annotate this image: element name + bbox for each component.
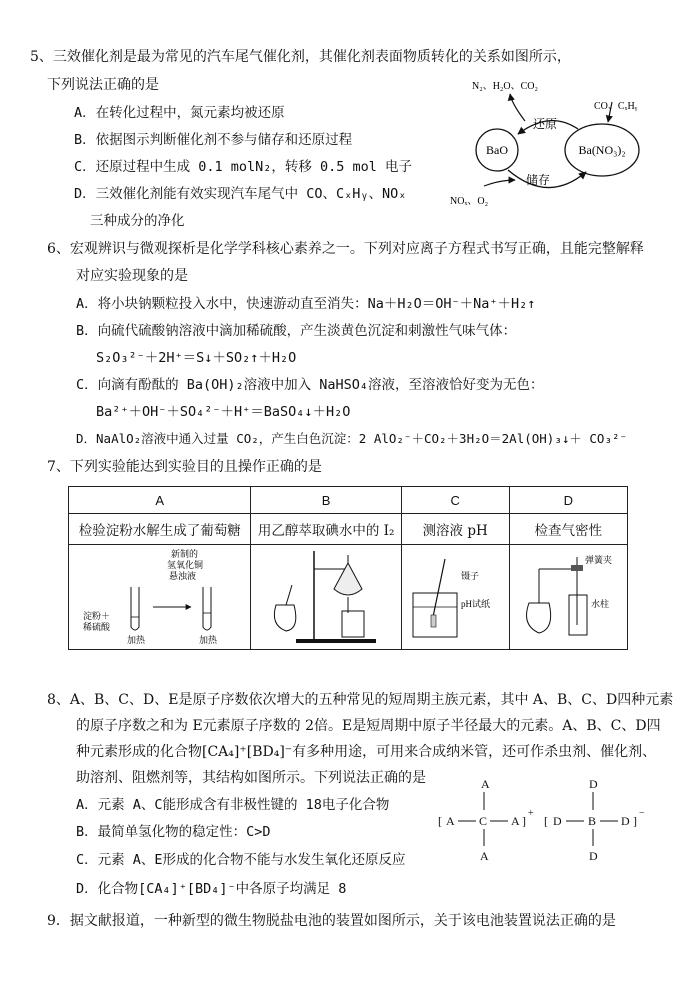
anion-center: B bbox=[588, 814, 597, 828]
hand-flask bbox=[274, 605, 295, 631]
clamp-label: 弹簧夹 bbox=[585, 555, 613, 565]
ph-paper-label: pH试纸 bbox=[461, 599, 491, 609]
test-tube-left bbox=[131, 587, 139, 630]
ph-test-figure bbox=[405, 545, 505, 645]
spring-clamp bbox=[571, 565, 583, 571]
q6-option-c: C．向滴有酚酞的 Ba(OH)₂溶液中加入 NaHSO₄溶液，至溶液恰好变为无色： bbox=[76, 377, 544, 393]
flask-d bbox=[527, 603, 551, 633]
name-b: 用乙醇萃取碘水中的 I₂ bbox=[251, 514, 401, 545]
ph-paper bbox=[431, 615, 436, 627]
q6-option-d: D．NaAlO₂溶液中通入过量 CO₂，产生白色沉淀：2 AlO₂⁻＋CO₂＋3H₂O＝2Al(OH)₃↓＋ CO₃²⁻ bbox=[76, 431, 628, 446]
bracket-right-1: ] bbox=[522, 814, 526, 828]
bracket-left-2: [ bbox=[544, 814, 548, 828]
q6-option-a: A．将小块钠颗粒投入水中，快速游动直至消失：Na＋H₂O＝OH⁻＋Na⁺＋H₂↑ bbox=[76, 296, 536, 312]
bao-label: BaO bbox=[486, 143, 508, 157]
q8-stem-line1: 8、A、B、C、D、E是原子序数依次增大的五种常见的短周期主族元素，其中 A、B、C、D四种元素 bbox=[47, 692, 674, 708]
q8-stem-line4: 助溶剂、阻燃剂等，其结构如图所示。下列说法正确的是 bbox=[76, 770, 426, 786]
q7-stem: 7、下列实验能达到实验目的且操作正确的是 bbox=[47, 459, 322, 475]
cation-a-bottom: A bbox=[480, 849, 489, 863]
test-tube-heating-figure bbox=[75, 545, 245, 645]
q6-option-b-equation: S₂O₃²⁻＋2H⁺＝S↓＋SO₂↑＋H₂O bbox=[96, 350, 297, 366]
tweezers-label: 镊子 bbox=[461, 571, 480, 581]
q5-option-d-continued: 三种成分的净化 bbox=[90, 213, 185, 229]
q5-option-d: D．三效催化剂能有效实现汽车尾气中 CO、CₓHᵧ、NOₓ bbox=[74, 186, 407, 202]
cation-a-left: A bbox=[446, 814, 455, 828]
ba-nitrate-label: Ba(NO₃)₂ bbox=[578, 143, 626, 157]
figure-c-cell bbox=[401, 545, 509, 650]
output-label: N₂、H₂O、CO₂ bbox=[472, 81, 539, 92]
anion-d-right: D bbox=[621, 814, 630, 828]
header-a: A bbox=[69, 487, 251, 514]
q8-stem-line2: 的原子序数之和为 E元素原子序数的 2倍。E是短周期中原子半径最大的元素。A、B、C、D四 bbox=[76, 718, 661, 734]
cation-a-top: A bbox=[481, 777, 490, 791]
output-arrow bbox=[510, 94, 525, 121]
reduce-label: 还原 bbox=[532, 117, 558, 131]
beaker bbox=[342, 611, 364, 637]
q5-stem-line2: 下列说法正确的是 bbox=[47, 77, 159, 93]
stand-base bbox=[296, 639, 376, 643]
q7-table bbox=[68, 486, 628, 650]
anion-charge: − bbox=[639, 808, 645, 819]
fig-a-label-4: 淀粉＋ bbox=[82, 611, 110, 621]
q8-option-c: C．元素 A、E形成的化合物不能与水发生氧化还原反应 bbox=[76, 852, 406, 868]
q8-option-d: D．化合物[CA₄]⁺[BD₄]⁻中各原子均满足 8 bbox=[76, 881, 347, 897]
figure-b-cell bbox=[251, 545, 401, 650]
bracket-left-1: [ bbox=[438, 814, 442, 828]
fig-a-label-3: 悬浊液 bbox=[168, 571, 196, 581]
dropper bbox=[286, 585, 292, 605]
fig-a-label-5: 稀硫酸 bbox=[82, 622, 110, 632]
anion-d-top: D bbox=[589, 777, 598, 791]
q6-option-b: B．向硫代硫酸钠溶液中滴加稀硫酸，产生淡黄色沉淀和刺激性气味气体： bbox=[76, 323, 517, 339]
q8-stem-line3: 种元素形成的化合物[CA₄]⁺[BD₄]⁻有多种用途，可用来合成纳米管，还可作杀虫剂、催化剂、 bbox=[76, 744, 657, 760]
water-column-label: 水柱 bbox=[591, 599, 610, 609]
header-c: C bbox=[401, 487, 509, 514]
input-label-top: CO、CₓHᵧ bbox=[594, 101, 638, 112]
separatory-funnel-figure bbox=[256, 545, 396, 645]
input-arrow-bottom bbox=[484, 180, 515, 186]
q5-option-c: C．还原过程中生成 0.1 molN₂，转移 0.5 mol 电子 bbox=[74, 159, 413, 175]
bracket-right-2: ] bbox=[633, 814, 637, 828]
name-a: 检验淀粉水解生成了葡萄糖 bbox=[69, 514, 251, 545]
cation-charge: + bbox=[528, 808, 534, 819]
figure-a-cell bbox=[69, 545, 251, 650]
header-b: B bbox=[251, 487, 401, 514]
tweezers bbox=[433, 559, 445, 617]
header-d: D bbox=[509, 487, 627, 514]
airtight-check-figure bbox=[513, 545, 623, 645]
cation-center: C bbox=[479, 814, 488, 828]
q8-option-b: B．最简单氢化物的稳定性：C>D bbox=[76, 824, 271, 840]
q5-option-a: A．在转化过程中，氮元素均被还原 bbox=[74, 105, 285, 121]
q6-stem-line2: 对应实验现象的是 bbox=[76, 268, 188, 284]
q5-option-b: B．依据图示判断催化剂不参与储存和还原过程 bbox=[74, 132, 353, 148]
q8-option-a: A．元素 A、C能形成含有非极性键的 18电子化合物 bbox=[76, 797, 390, 813]
q6-option-c-equation: Ba²⁺＋OH⁻＋SO₄²⁻＋H⁺＝BaSO₄↓＋H₂O bbox=[96, 404, 351, 420]
q6-stem-line1: 6、宏观辨识与微观探析是化学学科核心素养之一。下列对应离子方程式书写正确，且能完整解释 bbox=[47, 241, 644, 257]
input-label-bottom: NOₓ、O₂ bbox=[450, 196, 489, 207]
q5-stem-line1: 5、三效催化剂是最为常见的汽车尾气催化剂，其催化剂表面物质转化的关系如图所示， bbox=[30, 49, 571, 65]
figure-d-cell bbox=[509, 545, 627, 650]
anion-d-left: D bbox=[553, 814, 562, 828]
name-c: 测溶液 pH bbox=[401, 514, 509, 545]
test-tube-right bbox=[203, 587, 211, 630]
q5-catalyst-diagram bbox=[440, 72, 680, 212]
q9-stem: 9．据文献报道，一种新型的微生物脱盐电池的装置如图所示，关于该电池装置说法正确的是 bbox=[47, 913, 616, 929]
store-label: 储存 bbox=[525, 173, 551, 187]
heat-label-right: 加热 bbox=[198, 635, 217, 645]
funnel-body bbox=[334, 555, 362, 595]
fig-a-label-2: 氢氧化铜 bbox=[166, 560, 203, 570]
cation-a-right: A bbox=[511, 814, 520, 828]
name-d: 检查气密性 bbox=[509, 514, 627, 545]
bottle-d bbox=[569, 595, 587, 635]
heat-label-left: 加热 bbox=[126, 635, 145, 645]
fig-a-label-1: 新制的 bbox=[170, 549, 198, 559]
q8-structure-diagram bbox=[432, 776, 672, 866]
anion-d-bottom: D bbox=[589, 849, 598, 863]
